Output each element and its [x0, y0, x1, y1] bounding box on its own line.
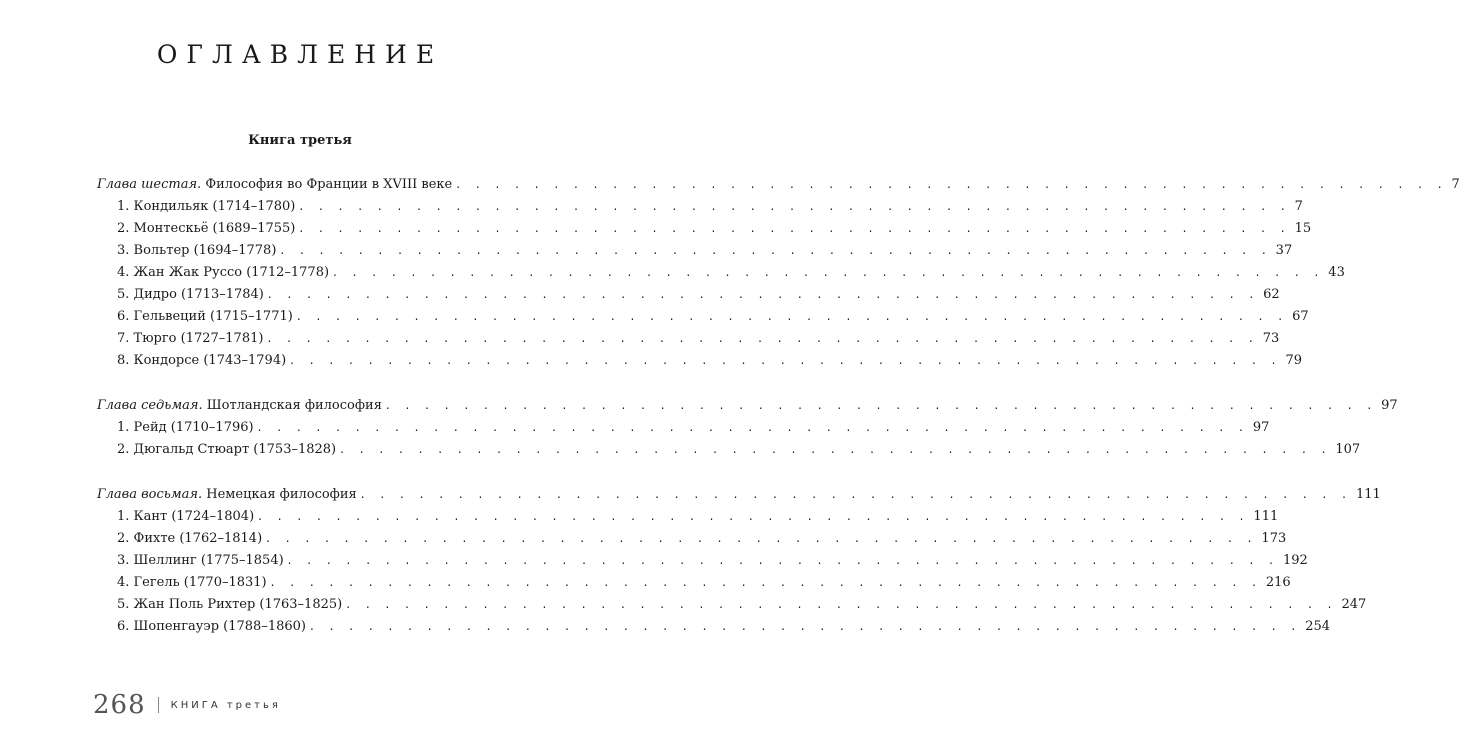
- toc-entry[interactable]: [97, 221, 1312, 243]
- toc-section: [97, 177, 1460, 375]
- entry-label: 1. Кант (1724–1804): [117, 509, 255, 524]
- leader-dots: . . . . . . . . . . . . . . . . . . . . . . . . . . . . . . . . . . . . . . . . . . . . . . . . . . .: [280, 243, 1272, 257]
- entry-page-number: 107: [1335, 442, 1361, 457]
- leader-dots: . . . . . . . . . . . . . . . . . . . . . . . . . . . . . . . . . . . . . . . . . . . . . . . . . . .: [258, 509, 1250, 523]
- entry-label: 1. Кондильяк (1714–1780): [117, 199, 296, 214]
- toc-entry[interactable]: [97, 265, 1345, 287]
- chapter-label: [97, 398, 382, 413]
- toc-entry[interactable]: [97, 509, 1279, 531]
- leader-dots: . . . . . . . . . . . . . . . . . . . . . . . . . . . . . . . . . . . . . . . . . . . . . . . . . . .: [360, 487, 1352, 501]
- leader-dots: . . . . . . . . . . . . . . . . . . . . . . . . . . . . . . . . . . . . . . . . . . . . . . . . . . .: [340, 442, 1332, 456]
- toc-entry[interactable]: [97, 309, 1309, 331]
- chapter-label: [97, 487, 357, 502]
- entry-page-number: 37: [1275, 243, 1293, 258]
- entry-label: 4. Гегель (1770–1831): [117, 575, 267, 590]
- chapter-title: Шотландская философия: [206, 398, 382, 413]
- leader-dots: . . . . . . . . . . . . . . . . . . . . . . . . . . . . . . . . . . . . . . . . . . . . . . . . . . .: [296, 309, 1289, 323]
- chapter-entry[interactable]: [97, 398, 1398, 420]
- chapter-prefix: Глава седьмая.: [97, 398, 203, 413]
- entry-page-number: 192: [1282, 553, 1308, 568]
- entry-page-number: 173: [1261, 531, 1287, 546]
- toc-entry[interactable]: [97, 597, 1367, 619]
- entry-page-number: 7: [1294, 199, 1303, 214]
- page-footer: [93, 690, 281, 720]
- entry-label: 6. Шопенгауэр (1788–1860): [117, 619, 306, 634]
- chapter-page-number: 7: [1451, 177, 1460, 192]
- entry-label: 3. Шеллинг (1775–1854): [117, 553, 284, 568]
- entry-label: 3. Вольтер (1694–1778): [117, 243, 277, 258]
- leader-dots: . . . . . . . . . . . . . . . . . . . . . . . . . . . . . . . . . . . . . . . . . . . . . . . . . . .: [266, 531, 1258, 545]
- table-of-contents: [97, 177, 1460, 641]
- toc-entry[interactable]: [97, 331, 1280, 353]
- toc-entry[interactable]: [97, 575, 1291, 597]
- entry-page-number: 97: [1252, 420, 1270, 435]
- chapter-title: Немецкая философия: [206, 487, 357, 502]
- leader-dots: . . . . . . . . . . . . . . . . . . . . . . . . . . . . . . . . . . . . . . . . . . . . . . . . . . .: [299, 199, 1291, 213]
- entry-label: 2. Монтескьё (1689–1755): [117, 221, 296, 236]
- entry-page-number: 247: [1341, 597, 1367, 612]
- leader-dots: . . . . . . . . . . . . . . . . . . . . . . . . . . . . . . . . . . . . . . . . . . . . . . . . . . .: [267, 287, 1260, 301]
- leader-dots: . . . . . . . . . . . . . . . . . . . . . . . . . . . . . . . . . . . . . . . . . . . . . . . . . . .: [270, 575, 1262, 589]
- section-gap: [97, 464, 529, 487]
- entry-page-number: 111: [1253, 509, 1279, 524]
- entry-page-number: 79: [1285, 353, 1302, 368]
- page-title: ОГЛАВЛЕНИЕ: [156, 40, 444, 69]
- entry-label: 6. Гельвеций (1715–1771): [117, 309, 293, 324]
- chapter-title: Философия во Франции в XVIII веке: [205, 177, 453, 192]
- footer-divider: [158, 697, 159, 713]
- leader-dots: . . . . . . . . . . . . . . . . . . . . . . . . . . . . . . . . . . . . . . . . . . . . . . . . . . .: [346, 597, 1338, 611]
- toc-entry[interactable]: [97, 553, 1308, 575]
- toc-entry[interactable]: [97, 353, 1302, 375]
- running-head: КНИГА третья: [170, 699, 281, 711]
- chapter-prefix: Глава восьмая.: [97, 487, 203, 502]
- entry-label: 5. Жан Поль Рихтер (1763–1825): [117, 597, 343, 612]
- chapter-label: [97, 177, 452, 192]
- toc-entry[interactable]: [97, 199, 1303, 221]
- folio-page-number: 268: [93, 690, 146, 720]
- toc-section: [97, 487, 1381, 641]
- entry-page-number: 67: [1292, 309, 1309, 324]
- toc-entry[interactable]: [97, 243, 1293, 265]
- entry-label: 2. Дюгальд Стюарт (1753–1828): [117, 442, 337, 457]
- leader-dots: . . . . . . . . . . . . . . . . . . . . . . . . . . . . . . . . . . . . . . . . . . . . . . . . . . .: [456, 177, 1448, 191]
- leader-dots: . . . . . . . . . . . . . . . . . . . . . . . . . . . . . . . . . . . . . . . . . . . . . . . . . . .: [267, 331, 1259, 345]
- section-gap: [97, 375, 529, 398]
- leader-dots: . . . . . . . . . . . . . . . . . . . . . . . . . . . . . . . . . . . . . . . . . . . . . . . . . . .: [290, 353, 1282, 367]
- book-heading: Книга третья: [248, 133, 352, 148]
- leader-dots: . . . . . . . . . . . . . . . . . . . . . . . . . . . . . . . . . . . . . . . . . . . . . . . . . . .: [257, 420, 1249, 434]
- entry-label: 8. Кондорсе (1743–1794): [117, 353, 287, 368]
- leader-dots: . . . . . . . . . . . . . . . . . . . . . . . . . . . . . . . . . . . . . . . . . . . . . . . . . . .: [385, 398, 1378, 412]
- chapter-entry[interactable]: [97, 487, 1381, 509]
- leader-dots: . . . . . . . . . . . . . . . . . . . . . . . . . . . . . . . . . . . . . . . . . . . . . . . . . . .: [299, 221, 1291, 235]
- entry-label: 5. Дидро (1713–1784): [117, 287, 264, 302]
- entry-page-number: 73: [1262, 331, 1280, 346]
- leader-dots: . . . . . . . . . . . . . . . . . . . . . . . . . . . . . . . . . . . . . . . . . . . . . . . . . . .: [309, 619, 1302, 633]
- toc-entry[interactable]: [97, 619, 1331, 641]
- toc-entry[interactable]: [97, 287, 1280, 309]
- entry-page-number: 62: [1263, 287, 1280, 302]
- entry-page-number: 254: [1305, 619, 1331, 634]
- entry-page-number: 216: [1265, 575, 1291, 590]
- chapter-entry[interactable]: [97, 177, 1460, 199]
- entry-page-number: 15: [1294, 221, 1312, 236]
- toc-entry[interactable]: [97, 442, 1361, 464]
- entry-label: 4. Жан Жак Руссо (1712–1778): [117, 265, 330, 280]
- entry-page-number: 43: [1328, 265, 1345, 280]
- toc-entry[interactable]: [97, 531, 1287, 553]
- toc-entry[interactable]: [97, 420, 1270, 442]
- entry-label: 2. Фихте (1762–1814): [117, 531, 263, 546]
- leader-dots: . . . . . . . . . . . . . . . . . . . . . . . . . . . . . . . . . . . . . . . . . . . . . . . . . . .: [287, 553, 1279, 567]
- leader-dots: . . . . . . . . . . . . . . . . . . . . . . . . . . . . . . . . . . . . . . . . . . . . . . . . . . .: [333, 265, 1325, 279]
- entry-label: 7. Тюрго (1727–1781): [117, 331, 264, 346]
- chapter-prefix: Глава шестая.: [97, 177, 202, 192]
- chapter-page-number: 97: [1381, 398, 1398, 413]
- entry-label: 1. Рейд (1710–1796): [117, 420, 254, 435]
- toc-section: [97, 398, 1398, 464]
- chapter-page-number: 111: [1356, 487, 1381, 502]
